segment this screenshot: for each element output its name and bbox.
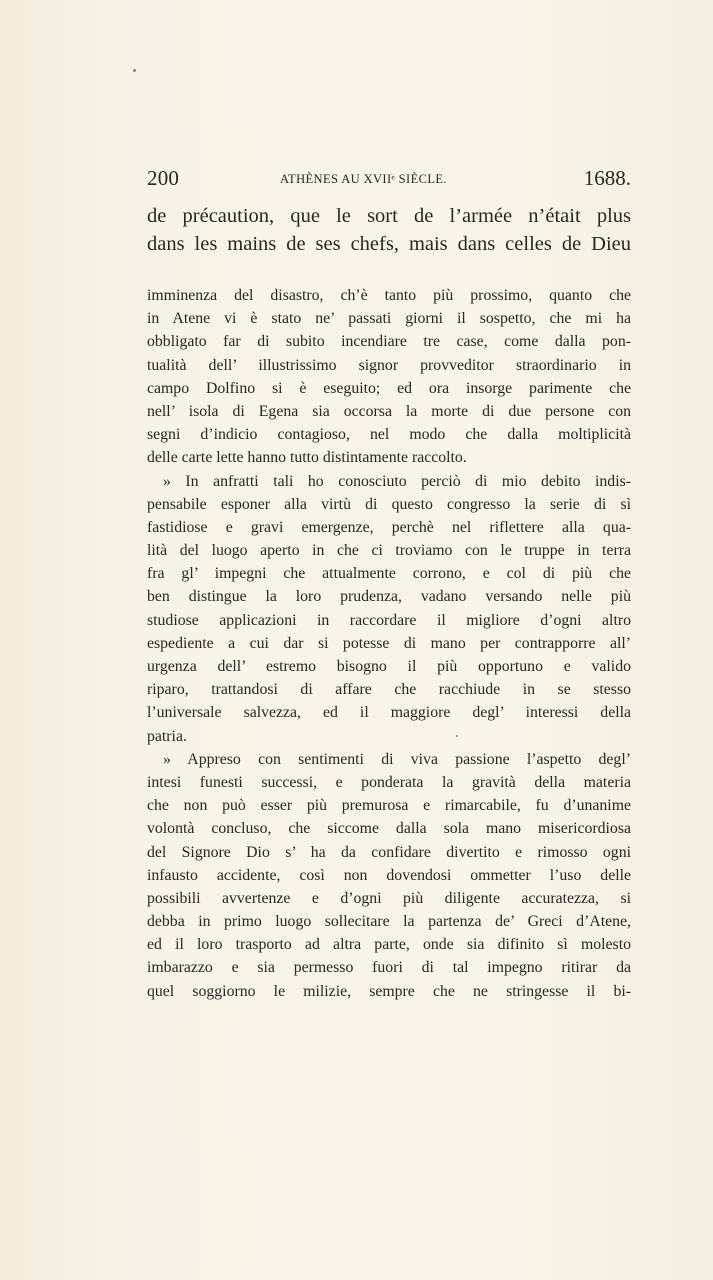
text-line: segni d’indicio contagioso, nel modo che dalla moltiplicità bbox=[147, 426, 631, 444]
text-line: debba in primo luogo sollecitare la partenza de’ Greci d’Atene, bbox=[147, 913, 631, 931]
text-line: pensabile esponer alla virtù di questo congresso la serie di sì bbox=[147, 495, 631, 513]
paper-speck bbox=[133, 69, 136, 72]
text-line: volontà concluso, che siccome dalla sola mano misericordiosa bbox=[147, 820, 631, 838]
text-line: delle carte lette hanno tutto distintamente raccolto. bbox=[147, 449, 467, 467]
text-line: obbligato far di subito incendiare tre case, come dalla pon- bbox=[147, 333, 631, 351]
text-line: fra gl’ impegni che attualmente corrono, e col di più che bbox=[147, 565, 631, 583]
text-line: » Appreso con sentimenti di viva passione l’aspetto degl’ bbox=[163, 750, 631, 768]
text-line: intesi funesti successi, e ponderata la gravità della materia bbox=[147, 773, 631, 791]
text-line: patria. bbox=[147, 727, 187, 745]
text-line: ben distingue la loro prudenza, vadano versando nelle più bbox=[147, 588, 631, 606]
text-line: che non può esser più premurosa e rimarcabile, fu d’unanime bbox=[147, 797, 631, 815]
text-line: l’universale salvezza, ed il maggiore degl’ interessi della bbox=[147, 704, 631, 722]
text-line: lità del luogo aperto in che ci troviamo con le truppe in terra bbox=[147, 542, 631, 560]
page-number: 200 bbox=[147, 166, 180, 190]
paragraph bbox=[147, 470, 631, 748]
text-line: espediente a cui dar si potesse di mano per contrapporre all’ bbox=[147, 634, 631, 652]
text-line: urgenza dell’ estremo bisogno il più opportuno e valido bbox=[147, 658, 631, 675]
text-line: campo Dolfino si è eseguito; ed ora insorge parimente che bbox=[147, 379, 631, 397]
running-header bbox=[147, 166, 631, 196]
text-line: nell’ isola di Egena sia occorsa la morte di due persone con bbox=[147, 402, 631, 420]
text-line: dans les mains de ses chefs, mais dans celles de Dieu bbox=[147, 233, 631, 255]
french-text bbox=[147, 202, 631, 258]
text-line: tualità dell’ illustrissimo signor provveditor straordinario in bbox=[147, 356, 631, 374]
text-line: imminenza del disastro, ch’è tanto più prossimo, quanto che bbox=[147, 287, 631, 304]
running-title: ATHÈNES AU XVIIᵉ SIÈCLE. bbox=[280, 172, 447, 186]
year-label: 1688. bbox=[583, 166, 631, 190]
text-line: ed il loro trasporto ad altra parte, onde sia difinito sì molesto bbox=[147, 936, 631, 954]
text-line: del Signore Dio s’ ha da confidare divertito e rimosso ogni bbox=[147, 843, 631, 861]
text-line: possibili avvertenze e d’ogni più diligente accuratezza, si bbox=[147, 889, 631, 907]
text-line: fastidiose e gravi emergenze, perchè nel riflettere alla qua- bbox=[147, 518, 631, 536]
text-line: studiose applicazioni in raccordare il migliore d’ogni altro bbox=[147, 611, 631, 629]
italian-quoted-text bbox=[147, 284, 631, 1003]
text-line: imbarazzo e sia permesso fuori di tal impegno ritirar da bbox=[147, 959, 631, 977]
paragraph bbox=[147, 284, 631, 470]
text-line: » In anfratti tali ho conosciuto perciò di mio debito indis- bbox=[163, 472, 631, 490]
text-line: infausto accidente, così non dovendosi ommetter l’uso delle bbox=[147, 866, 631, 884]
text-line: riparo, trattandosi di affare che racchiude in se stesso bbox=[147, 681, 631, 699]
text-line: de précaution, que le sort de l’armée n’était plus bbox=[147, 205, 631, 227]
text-line: quel soggiorno le milizie, sempre che ne stringesse il bi- bbox=[147, 982, 631, 1000]
text-line: in Atene vi è stato ne’ passati giorni il sospetto, che mi ha bbox=[147, 310, 631, 328]
paragraph bbox=[147, 748, 631, 1003]
